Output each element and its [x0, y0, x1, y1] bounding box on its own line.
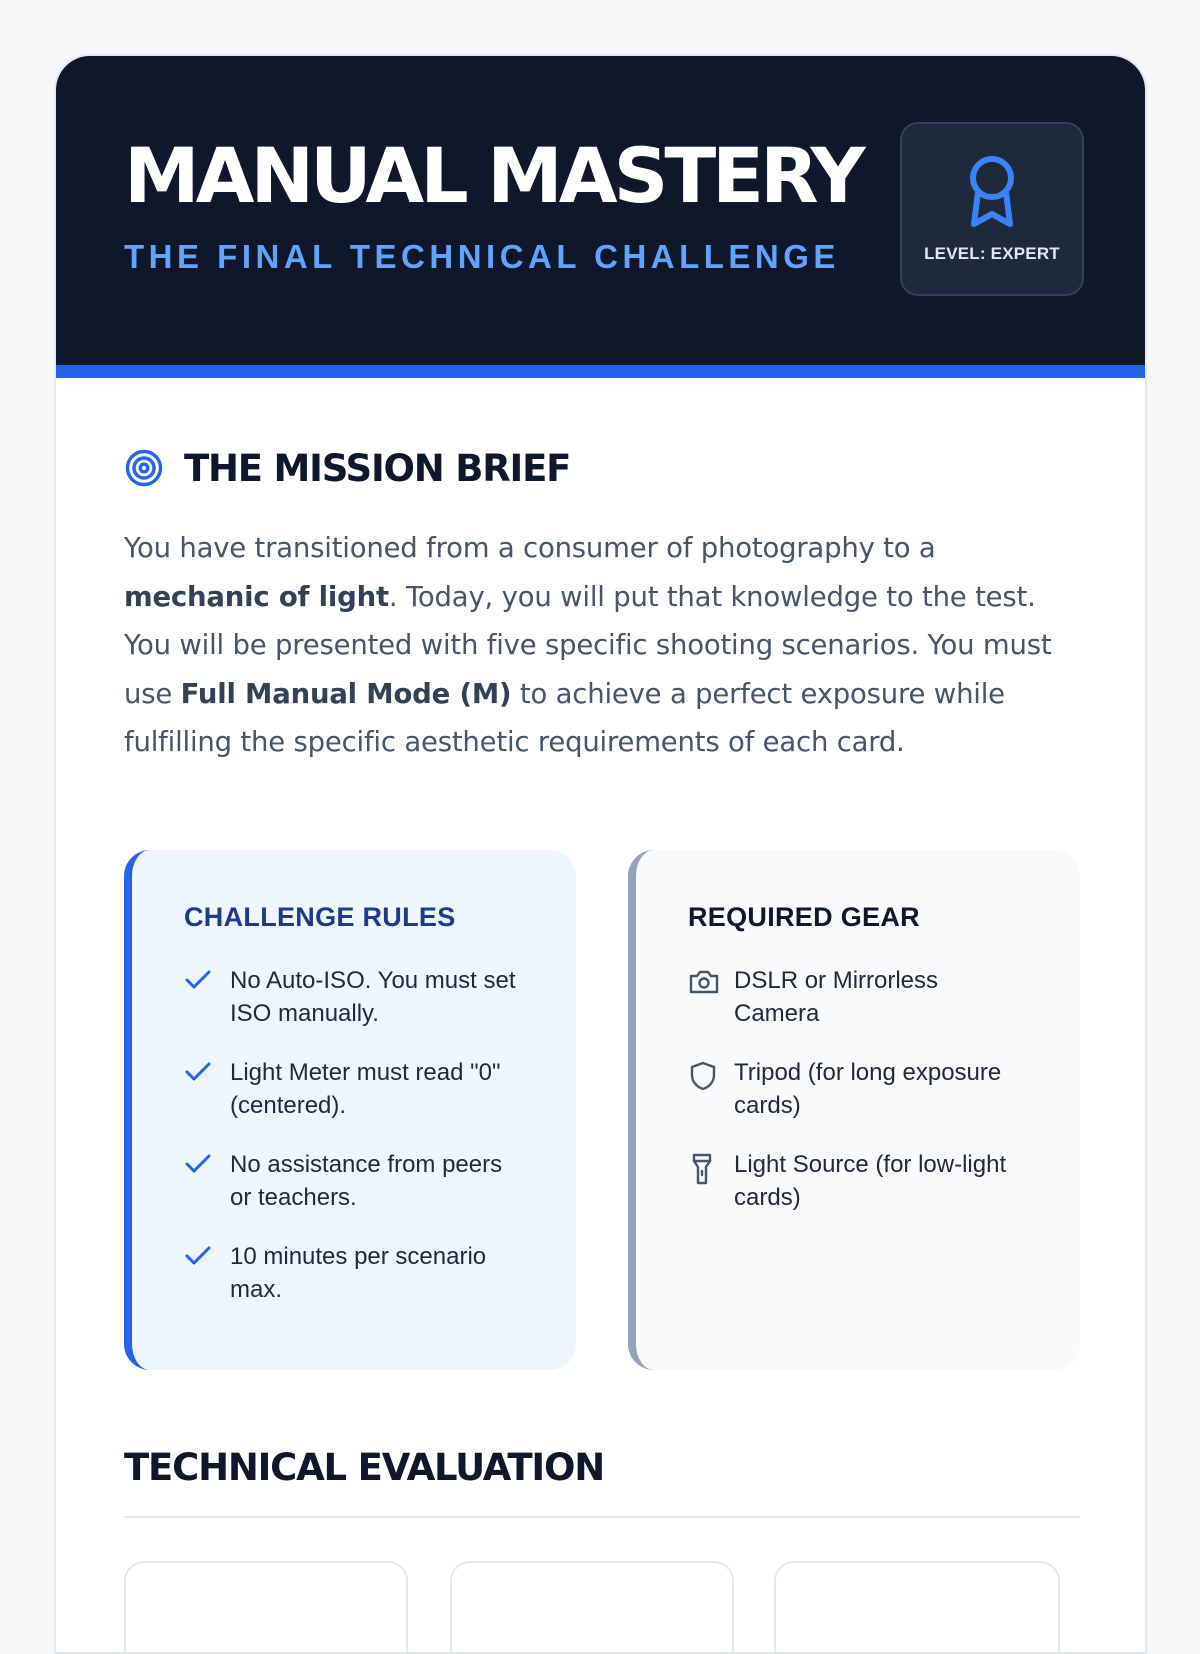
camera-icon [688, 964, 734, 1001]
shield-icon [688, 1056, 734, 1097]
level-label: LEVEL: EXPERT [924, 244, 1060, 263]
emphasis-manual-mode: Full Manual Mode (M) [180, 677, 512, 710]
check-icon [184, 964, 230, 997]
challenge-card [54, 54, 1147, 1654]
rule-item: Light Meter must read "0" (centered). [184, 1056, 524, 1122]
gear-item: Light Source (for low-light cards) [688, 1148, 1028, 1214]
rule-item: 10 minutes per scenario max. [184, 1240, 524, 1306]
page-subtitle: THE FINAL TECHNICAL CHALLENGE [124, 238, 840, 275]
check-icon [184, 1148, 230, 1181]
target-icon [124, 448, 164, 488]
gear-item: Tripod (for long exposure cards) [688, 1056, 1028, 1122]
award-ribbon-icon [964, 154, 1020, 230]
mission-title: THE MISSION BRIEF [184, 446, 571, 490]
mission-heading [124, 446, 570, 490]
evaluation-card [450, 1561, 734, 1654]
challenge-rules-title: CHALLENGE RULES [184, 902, 456, 932]
header [56, 56, 1145, 378]
level-badge [900, 122, 1084, 296]
evaluation-card [774, 1561, 1060, 1654]
gear-item: DSLR or Mirrorless Camera [688, 964, 1028, 1030]
rule-item: No Auto-ISO. You must set ISO manually. [184, 964, 524, 1030]
mission-description: You have transitioned from a consumer of photography to a mechanic of light. Today, you will put that knowledge to the test. You will be presented with five specific shooting scenarios. You must use Full Manual Mode (M) to achieve a perfect exposure while fulfilling the specific aesthetic requirements of each card. [124, 532, 1052, 758]
flashlight-icon [688, 1148, 734, 1191]
emphasis-mechanic: mechanic of light [124, 580, 389, 613]
required-gear-panel [628, 850, 1080, 1370]
required-gear-title: REQUIRED GEAR [688, 902, 920, 932]
rule-item: No assistance from peers or teachers. [184, 1148, 524, 1214]
check-icon [184, 1240, 230, 1273]
technical-evaluation-title: TECHNICAL EVALUATION [124, 1446, 604, 1489]
page-title: MANUAL MASTERY [124, 131, 862, 220]
section-divider [124, 1516, 1080, 1518]
evaluation-card [124, 1561, 408, 1654]
check-icon [184, 1056, 230, 1089]
challenge-rules-panel [124, 850, 576, 1370]
